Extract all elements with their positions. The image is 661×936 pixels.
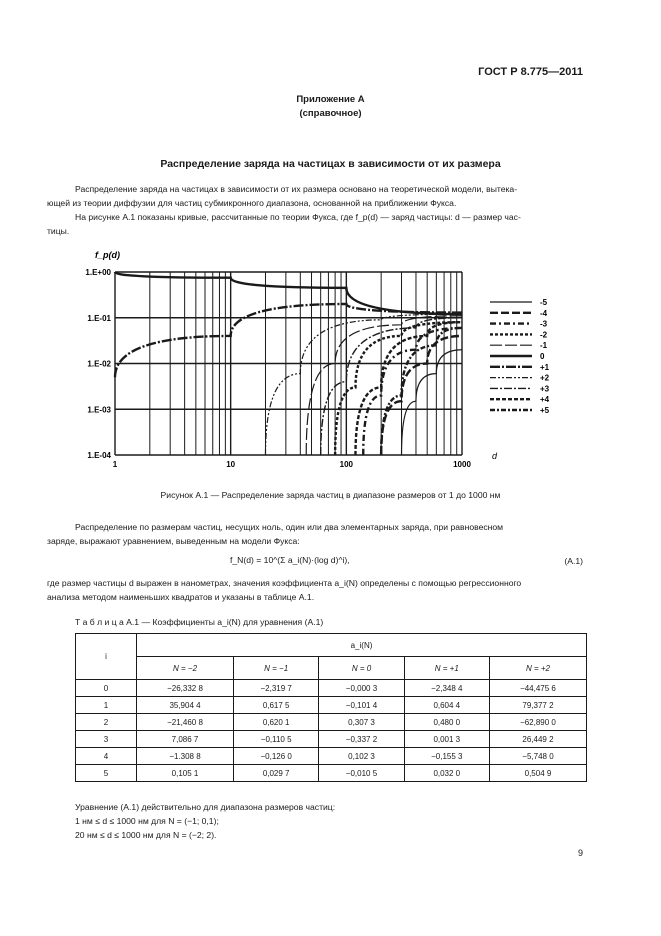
table-row [76,680,587,697]
series-line [265,314,462,455]
table-cell: 0,617 5 [234,697,319,714]
series-line [381,336,462,455]
table-cell: 0,307 3 [319,714,404,731]
table-cell: 0,102 3 [319,748,404,765]
table-column-header: N = +1 [404,657,489,680]
table-cell: 3 [76,731,137,748]
table-cell: 4 [76,748,137,765]
notes-line-1: Уравнение (А.1) действительно для диапазона размеров частиц: [75,802,336,812]
table-header-group: a_i(N) [137,634,587,657]
validity-notes [75,800,335,842]
paragraph-1-line-1: Распределение заряда на частицах в зависимости от их размера основано на теоретической модели, вытека- [75,184,518,194]
document-header: ГОСТ Р 8.775—2011 [478,66,583,78]
y-tick-label: 1.E-01 [87,313,111,323]
legend-label: +2 [540,373,550,383]
charge-distribution-chart [70,240,590,480]
table-cell: 7,086 7 [137,731,234,748]
paragraph-3-line-1: Распределение по размерам частиц, несущих ноль, один или два элементарных заряда, при равновесном [75,522,504,532]
table-cell: −26,332 8 [137,680,234,697]
series-line [335,322,462,455]
table-row [76,697,587,714]
paragraph-2-line-1: На рисунке А.1 показаны кривые, рассчитанные по теории Фукса, где f_p(d) — заряд частицы: d — размер час- [75,212,521,222]
table-cell: −0,101 4 [319,697,404,714]
table-cell: −0,000 3 [319,680,404,697]
table-cell: 5 [76,765,137,782]
table-title: Т а б л и ц а А.1 — Коэффициенты a_i(N) для уравнения (А.1) [75,617,324,627]
equation-a1: f_N(d) = 10^(Σ a_i(N)·(log d)^i), [230,555,350,565]
paragraph-1 [47,182,586,238]
legend-label: -1 [540,341,548,351]
legend-label: +5 [540,406,550,415]
table-cell: 0,105 1 [137,765,234,782]
legend-label: -2 [540,330,548,340]
table-cell: 35,904 4 [137,697,234,714]
table-row [76,748,587,765]
table-column-header: N = −2 [137,657,234,680]
paragraph-4-line-2: анализа методом наименьших квадратов и указаны в таблице А.1. [47,592,315,602]
table-cell: −21,460 8 [137,714,234,731]
table-cell: 26,449 2 [489,731,586,748]
table-cell: −1.308 8 [137,748,234,765]
section-title: Распределение заряда на частицах в зависимости от их размера [160,158,501,170]
coefficients-table [75,633,587,782]
appendix-title: Приложение А [296,94,365,105]
table-cell: 0,504 9 [489,765,586,782]
paragraph-2-line-2: тицы. [47,226,70,236]
legend-label: -3 [540,319,548,329]
x-tick-label: 1 [112,460,118,469]
legend-label: 0 [540,352,545,361]
y-tick-label: 1.E-02 [87,359,111,369]
table-row [76,714,587,731]
table-cell: 2 [76,714,137,731]
legend-label: +3 [540,384,550,394]
series-line [321,318,462,455]
table-cell: 79,377 2 [489,697,586,714]
table-cell: 0,604 4 [404,697,489,714]
series-line [402,350,462,455]
legend-label: +4 [540,395,550,405]
y-axis-label: f_p(d) [95,250,120,260]
table-header-i: i [76,634,137,680]
table-cell: 0,032 0 [404,765,489,782]
table-cell: −0,155 3 [404,748,489,765]
x-tick-label: 100 [339,460,354,469]
table-cell: −62,890 0 [489,714,586,731]
paragraph-1-line-2: ющей из теории диффузии для частиц субмикронного диапазона, основанной на приближении Фукса. [47,198,457,208]
table-column-header: N = 0 [319,657,404,680]
series-line [363,328,462,455]
table-cell: −44,475 6 [489,680,586,697]
legend-label: +1 [540,362,550,372]
series-line [355,322,462,455]
notes-line-2: 1 нм ≤ d ≤ 1000 нм для N = (−1; 0,1); [75,816,219,826]
figure-caption: Рисунок А.1 — Распределение заряда частиц в диапазоне размеров от 1 до 1000 нм [160,490,501,500]
appendix-subtitle: (справочное) [299,108,362,119]
y-tick-label: 1.E+00 [85,268,111,277]
paragraph-4-line-1: где размер частицы d выражен в нанометрах, значения коэффициента a_i(N) определены с помощью регрессионного [47,578,522,588]
table-cell: −0,337 2 [319,731,404,748]
y-tick-label: 1.E-04 [87,451,111,460]
legend-label: -4 [540,308,548,318]
table-cell: −2,319 7 [234,680,319,697]
y-tick-label: 1.E-03 [87,405,111,415]
legend-label: -5 [540,298,548,307]
equation-number: (А.1) [564,556,583,566]
table-cell: 1 [76,697,137,714]
table-row [76,765,587,782]
table-cell: 0,620 1 [234,714,319,731]
table-column-header: N = +2 [489,657,586,680]
table-cell: −5,748 0 [489,748,586,765]
table-cell: 0,001 3 [404,731,489,748]
table-cell: 0 [76,680,137,697]
chart-svg [70,240,590,480]
table-row [76,731,587,748]
table-body [76,680,587,782]
page-number: 9 [577,848,583,858]
table-cell: 0,029 7 [234,765,319,782]
table-cell: −0,126 0 [234,748,319,765]
table-cell: 0,480 0 [404,714,489,731]
table-cell: −0,010 5 [319,765,404,782]
table-cell: −0,110 5 [234,731,319,748]
paragraph-3 [47,520,586,548]
notes-line-3: 20 нм ≤ d ≤ 1000 нм для N = (−2; 2). [75,830,217,840]
paragraph-4 [47,576,586,604]
x-tick-label: 1000 [453,460,471,469]
table-cell: −2,348 4 [404,680,489,697]
paragraph-3-line-2: заряде, выражают уравнением, выведенным на модели Фукса: [47,536,300,546]
table-column-headers [76,657,587,680]
table-column-header: N = −1 [234,657,319,680]
x-tick-label: 10 [226,460,236,469]
x-axis-label: d [492,451,498,461]
series-line [115,272,462,314]
